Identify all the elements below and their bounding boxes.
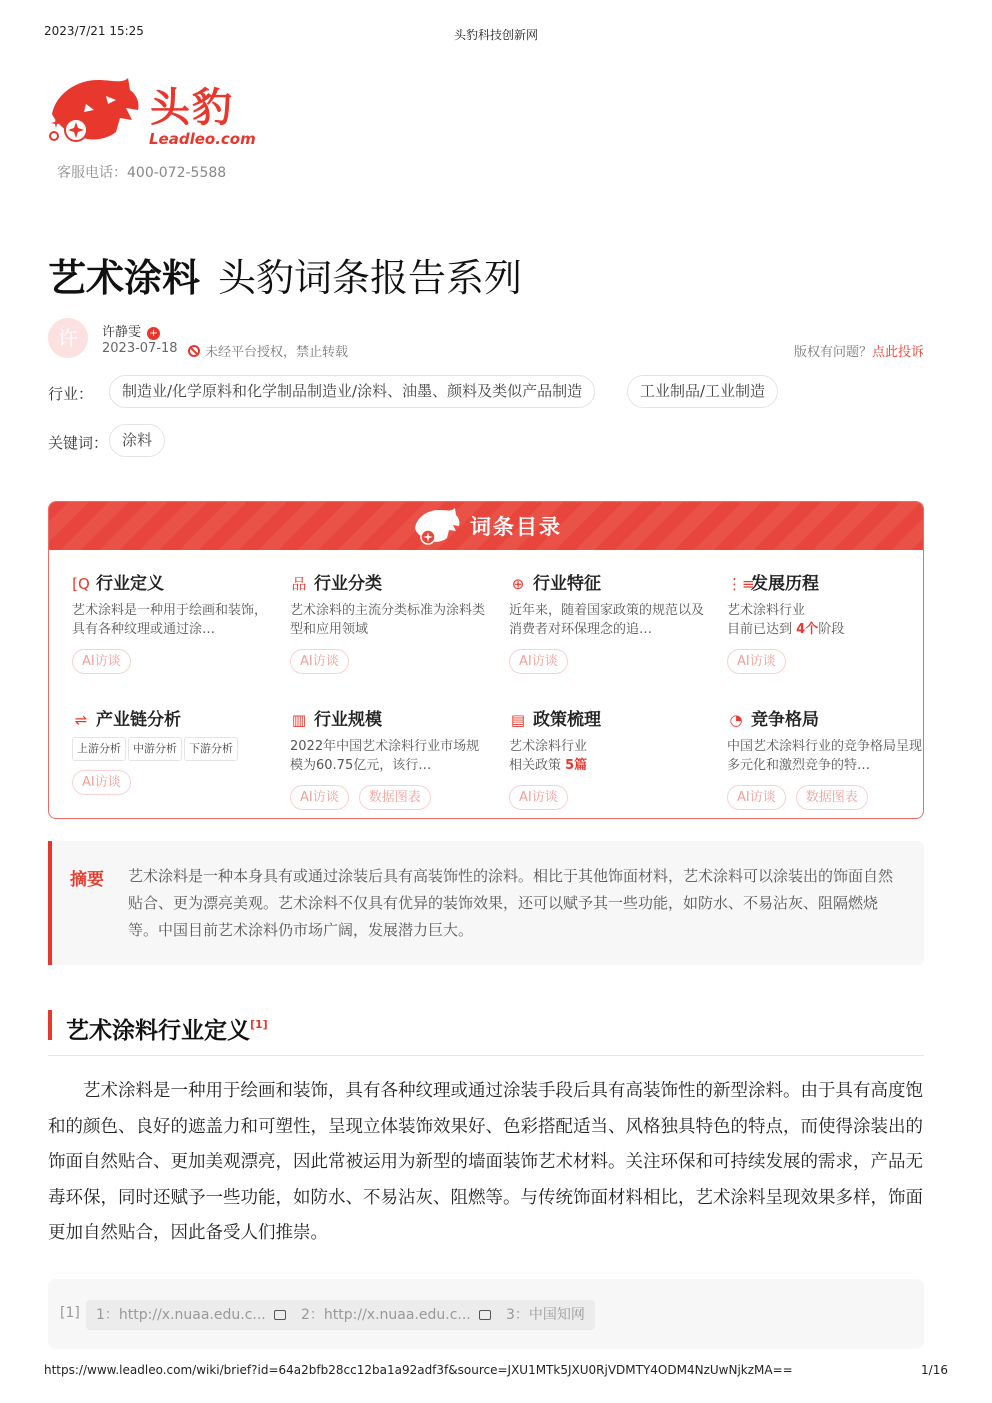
reference-text: 1：http://x.nuaa.edu.c... — [96, 1307, 266, 1323]
complaint-link[interactable]: 点此投诉 — [871, 345, 924, 360]
summary-box — [48, 841, 924, 965]
desc-line-end: 阶段 — [818, 622, 845, 637]
repost-notice-text: 未经平台授权，禁止转载 — [205, 345, 349, 360]
toc-item-desc: 近年来，随着国家政策的规范以及消费者对环保理念的追… — [509, 603, 705, 637]
desc-line: 相关政策 — [509, 758, 566, 773]
timeline-icon: ⋮≡ — [727, 575, 755, 593]
copyright-complaint — [794, 341, 924, 360]
toc-item-title: 行业定义 — [96, 574, 164, 594]
chain-icon: ⇌ — [74, 711, 88, 729]
publish-date: 2023-07-18 — [102, 341, 178, 356]
pie-chart-icon: ◔ — [729, 711, 743, 729]
toc-item-desc: 艺术涂料是一种用于绘画和装饰，具有各种纹理或通过涂… — [72, 603, 268, 637]
toc-item-title: 行业分类 — [314, 574, 382, 594]
toc-item-desc — [727, 601, 924, 639]
prohibited-icon — [188, 345, 200, 357]
title-main: 艺术涂料 — [48, 256, 201, 300]
section-title-text: 艺术涂料行业定义 — [66, 1018, 250, 1044]
page-number: 1/16 — [921, 1363, 948, 1377]
desc-line: 艺术涂料行业 — [727, 603, 806, 618]
industry-label: 行业： — [48, 385, 94, 403]
stage-count: 4个 — [796, 622, 819, 637]
reference-link[interactable] — [86, 1300, 296, 1330]
data-chart-button[interactable]: 数据图表 — [359, 785, 431, 810]
toc-title: 词条目录 — [470, 515, 562, 539]
ai-interview-button[interactable]: AI访谈 — [72, 649, 131, 674]
verified-icon: + — [147, 327, 160, 340]
section-divider — [48, 1055, 924, 1056]
toc-item-history[interactable] — [727, 572, 924, 674]
policy-count: 5篇 — [565, 758, 588, 773]
external-link-icon — [479, 1310, 491, 1320]
keyword-row — [48, 424, 924, 458]
reference-text: 3：中国知网 — [506, 1307, 585, 1323]
page-url: https://www.leadleo.com/wiki/brief?id=64a2bfb28cc12ba1a92adf3f&source=JXU1MTk5JXU0RjVDMTY4ODM4NzUwNjkzMA== — [44, 1363, 793, 1377]
author-row — [48, 318, 924, 362]
author-name[interactable] — [102, 321, 160, 340]
copyright-question: 版权有问题？ — [793, 345, 872, 360]
toc-item-desc: 2022年中国艺术涂料行业市场规模为60.75亿元，该行… — [290, 739, 480, 773]
toc-item-title: 竞争格局 — [751, 710, 819, 730]
industry-tag[interactable]: 制造业/化学原料和化学制品制造业/涂料、油墨、颜料及类似产品制造 — [109, 375, 595, 408]
toc-item-classification[interactable] — [290, 572, 490, 674]
customer-hotline: 客服电话：400-072-5588 — [57, 165, 227, 181]
toc-item-desc: 中国艺术涂料行业的竞争格局呈现多元化和激烈竞争的特… — [727, 739, 923, 773]
leopard-logo-icon — [46, 74, 142, 152]
toc-item-title: 行业特征 — [533, 574, 601, 594]
ai-interview-button[interactable]: AI访谈 — [509, 785, 568, 810]
ai-interview-button[interactable]: AI访谈 — [290, 785, 349, 810]
reference-text: 2：http://x.nuaa.edu.c... — [301, 1307, 471, 1323]
keyword-tag[interactable]: 涂料 — [109, 424, 165, 457]
print-header — [44, 24, 948, 40]
toc-item-scale[interactable] — [290, 708, 490, 810]
avatar[interactable]: 许 — [48, 318, 88, 358]
summary-text: 艺术涂料是一种本身具有或通过涂装后具有高装饰性的涂料。相比于其他饰面材料，艺术涂料可以涂装出的饰面自然贴合、更为漂亮美观。艺术涂料不仅具有优异的装饰效果，还可以赋予其一些功能，如防水、不易沾灰、阻隔燃烧等。中国目前艺术涂料仍市场广阔，发展潜力巨大。 — [128, 867, 894, 939]
bar-chart-icon: ▥ — [291, 711, 307, 729]
reference-link[interactable] — [496, 1300, 595, 1330]
hierarchy-icon: 品 — [291, 575, 307, 593]
reference-index: [1] — [60, 1305, 80, 1321]
industry-tag[interactable]: 工业制品/工业制造 — [627, 375, 778, 408]
toc-item-definition[interactable] — [72, 572, 272, 674]
toc-item-competition[interactable] — [727, 708, 924, 810]
toc-item-desc — [509, 737, 709, 775]
reference-link[interactable] — [291, 1300, 501, 1330]
summary-label: 摘要 — [70, 870, 104, 890]
desc-line: 目前已达到 — [727, 622, 797, 637]
brand-name: 头豹 — [150, 85, 234, 131]
upstream-chip[interactable]: 上游分析 — [72, 737, 126, 761]
toc-panel — [48, 501, 924, 819]
brand-name-en: Leadleo.com — [149, 130, 256, 148]
toc-item-title: 产业链分析 — [96, 710, 181, 730]
print-datetime: 2023/7/21 15:25 — [44, 24, 144, 38]
data-chart-button[interactable]: 数据图表 — [796, 785, 868, 810]
chip-icon: ⊕ — [511, 575, 525, 593]
ai-interview-button[interactable]: AI访谈 — [727, 785, 786, 810]
toc-item-title: 行业规模 — [314, 710, 382, 730]
title-sub: 头豹词条报告系列 — [218, 256, 523, 300]
toc-item-policy[interactable] — [509, 708, 709, 810]
downstream-chip[interactable]: 下游分析 — [184, 737, 238, 761]
industry-row — [48, 375, 924, 409]
toc-item-chain[interactable] — [72, 708, 272, 795]
definition-paragraph: 艺术涂料是一种用于绘画和装饰，具有各种纹理或通过涂装手段后具有高装饰性的新型涂料。由于具有高度饱和的颜色、良好的遮盖力和可塑性，呈现立体装饰效果好、色彩搭配适当、风格独具特色的特点，而使得涂装出的饰面自然贴合、更加美观漂亮，因此常被运用为新型的墙面装饰艺术材料。关注环保和可持续发展的需求，产品无毒环保，同时还赋予一些功能，如防水、不易沾灰、阻燃等。与传统饰面材料相比，艺术涂料呈现效果多样，饰面更加自然贴合，因此备受人们推崇。 — [48, 1081, 923, 1243]
author-name-text: 许静雯 — [102, 325, 142, 340]
desc-line: 艺术涂料行业 — [509, 739, 588, 754]
external-link-icon — [274, 1310, 286, 1320]
ai-interview-button[interactable]: AI访谈 — [72, 770, 131, 795]
repost-notice — [188, 341, 348, 360]
page-title — [48, 247, 522, 302]
toc-header — [49, 502, 923, 550]
ai-interview-button[interactable]: AI访谈 — [727, 649, 786, 674]
print-site-title: 头豹科技创新网 — [453, 28, 538, 42]
midstream-chip[interactable]: 中游分析 — [128, 737, 182, 761]
toc-item-desc: 艺术涂料的主流分类标准为涂料类型和应用领域 — [290, 603, 486, 637]
toc-item-title: 发展历程 — [751, 574, 819, 594]
references-box — [48, 1279, 924, 1349]
document-icon: ▤ — [510, 711, 526, 729]
scan-icon: [Q — [72, 575, 90, 593]
section-heading — [48, 1010, 268, 1044]
toc-item-title: 政策梳理 — [533, 710, 601, 730]
leadleo-logo[interactable] — [46, 74, 256, 152]
chain-subchips — [72, 737, 272, 761]
toc-item-features[interactable] — [509, 572, 709, 674]
keyword-label: 关键词： — [48, 434, 109, 452]
ai-interview-button[interactable]: AI访谈 — [509, 649, 568, 674]
reference-mark[interactable]: [1] — [250, 1018, 268, 1031]
ai-interview-button[interactable]: AI访谈 — [290, 649, 349, 674]
